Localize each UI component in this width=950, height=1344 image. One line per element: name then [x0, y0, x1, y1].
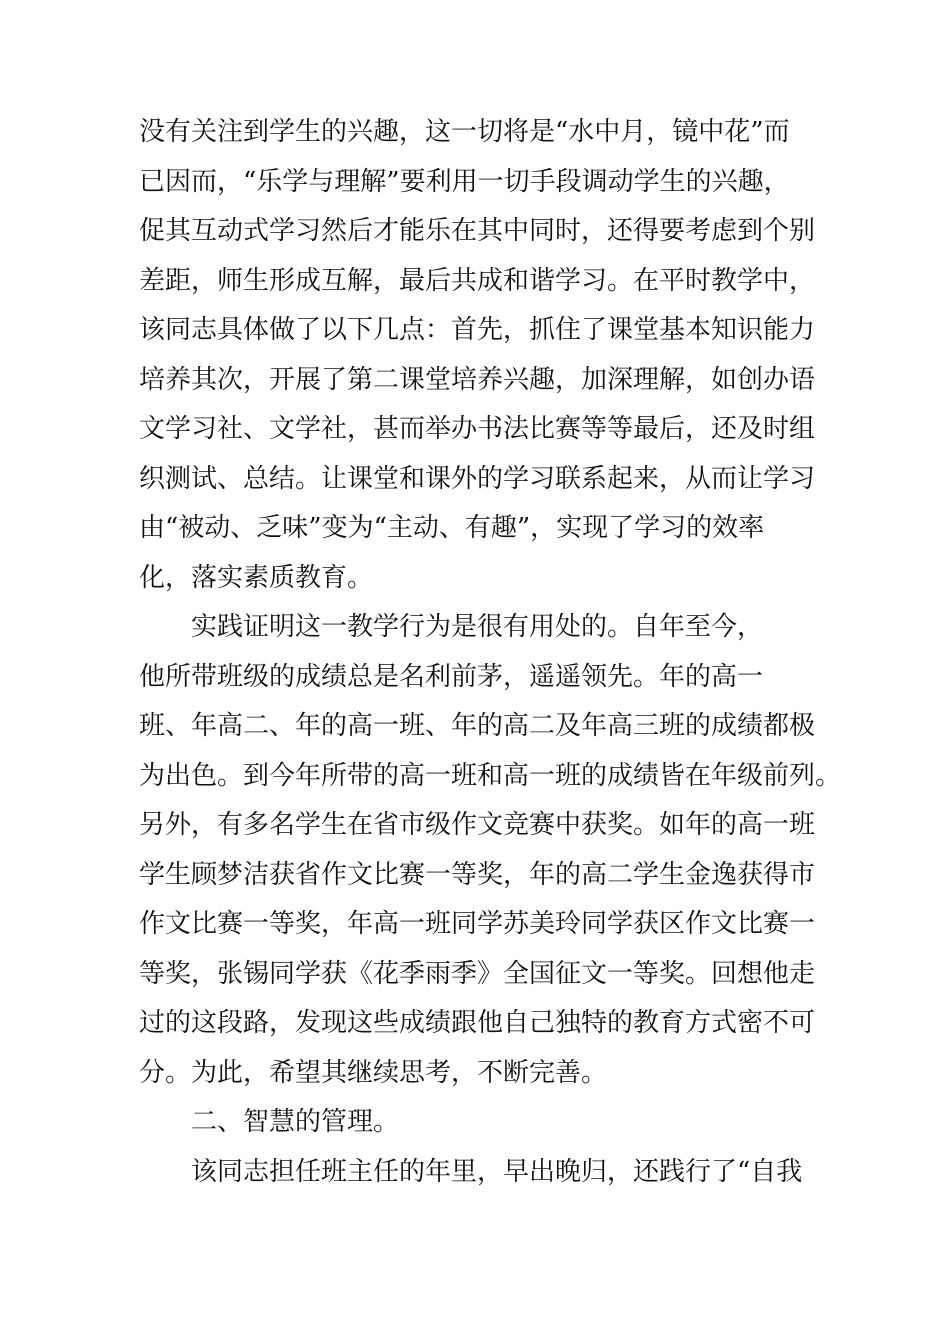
paragraph-first-line: 实践证明这一教学行为是很有用处的。自年至今， [191, 612, 764, 642]
paragraph-first-line: 该同志担任班主任的年里，早出晚归，还践行了“自我 [191, 1157, 803, 1187]
text-line: 他所带班级的成绩总是名利前茅，遥遥领先。年的高一 [139, 662, 764, 692]
text-line: 由“被动、乏味”变为“主动、有趣”，实现了学习的效率 [139, 513, 765, 543]
text-line: 培养其次，开展了第二课堂培养兴趣，加深理解，如创办语 [139, 365, 816, 395]
text-line: 差距，师生形成互解，最后共成和谐学习。在平时教学中， [139, 266, 816, 296]
text-line: 化，落实素质教育。 [139, 563, 374, 593]
text-line: 作文比赛一等奖，年高一班同学苏美玲同学获区作文比赛一 [139, 909, 816, 939]
text-line: 促其互动式学习然后才能乐在其中同时，还得要考虑到个别 [139, 216, 816, 246]
section-heading: 二、智慧的管理。 [191, 1107, 400, 1137]
text-line: 已因而，“乐学与理解”要利用一切手段调动学生的兴趣， [139, 167, 790, 197]
text-line: 学生顾梦洁获省作文比赛一等奖，年的高二学生金逸获得市 [139, 860, 816, 890]
text-line: 文学习社、文学社，甚而举办书法比赛等等最后，还及时组 [139, 414, 816, 444]
text-line: 该同志具体做了以下几点：首先，抓住了课堂基本知识能力 [139, 315, 816, 345]
text-line: 班、年高二、年的高一班、年的高二及年高三班的成绩都极 [139, 711, 816, 741]
text-line: 另外，有多名学生在省市级作文竞赛中获奖。如年的高一班 [139, 810, 816, 840]
text-line: 分。为此，希望其继续思考，不断完善。 [139, 1058, 608, 1088]
text-line: 没有关注到学生的兴趣，这一切将是“水中月，镜中花”而 [139, 117, 790, 147]
text-line: 织测试、总结。让课堂和课外的学习联系起来，从而让学习 [139, 464, 816, 494]
text-line: 为出色。到今年所带的高一班和高一班的成绩皆在年级前列。 [139, 761, 842, 791]
text-line: 过的这段路，发现这些成绩跟他自己独特的教育方式密不可 [139, 1008, 816, 1038]
text-line: 等奖，张锡同学获《花季雨季》全国征文一等奖。回想他走 [139, 959, 816, 989]
